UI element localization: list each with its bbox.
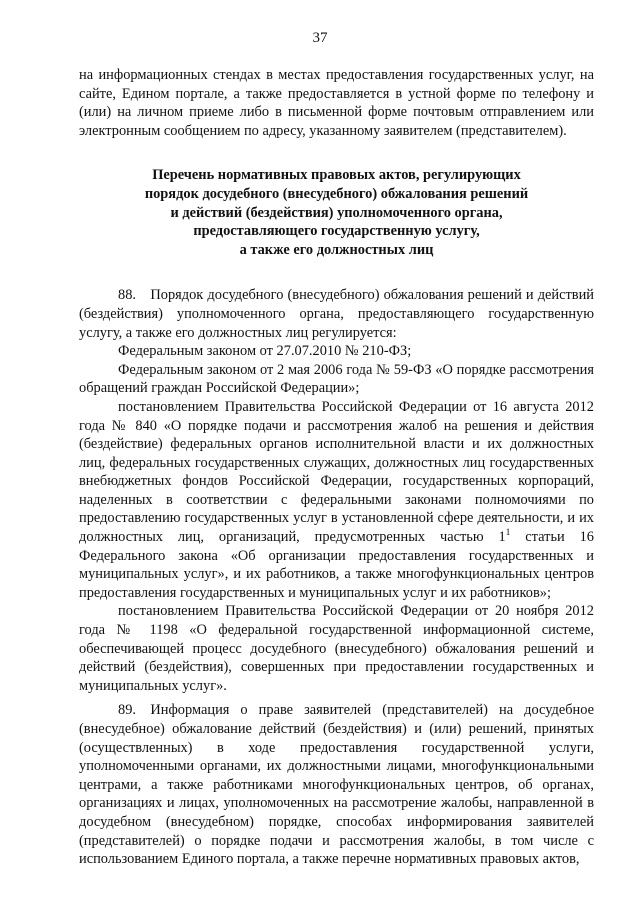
paragraph-89: 89. Информация о праве заявителей (представителей) на досудебное (внесудебное) обжалование действий (бездействия) и (или) решений, принятых (осуществленных) в ходе предоставления государственной услуги, уполномоченными органами, их должностными лицами, многофункциональными центрами, а также работниками многофункциональных центров, об органах, организациях и лицах, уполномоченных на рассмотрение жалобы, направленной в досудебном (внесудебном) порядке, способах информирования заявителей (представителей) о порядке подачи и рассмотрения жалобы, в том числе с использованием Единого портала, а также перечне нормативных правовых актов, (79, 702, 594, 868)
law-59-item: Федеральным законом от 2 мая 2006 года № 59-ФЗ «О порядке рассмотрения обращений граждан Российской Федерации»; (79, 361, 594, 397)
resolution-840-text-cont: статьи 16 Федерального закона «Об организации предоставления государственных и муниципальных услуг», и их работников, а также многофункциональных центров предоставления государственных и муниципальных услуг и их работников»; (79, 529, 594, 601)
resolution-1198-item: постановлением Правительства Российской Федерации от 20 ноября 2012 года № 1198 «О федеральной государственной информационной системе, обеспечивающей процесс досудебного (внесудебного) обжалования решений и действий (бездействия), совершенных при предоставлении государственных и муниципальных услуг». (79, 603, 594, 694)
section-heading (79, 166, 594, 259)
heading-line: и действий (бездействия) уполномоченного органа, (170, 204, 503, 221)
document-body (79, 66, 594, 869)
heading-line: Перечень нормативных правовых актов, регулирующих (152, 167, 521, 184)
superscript-mark: 1 (505, 528, 511, 539)
heading-line: предоставляющего государственную услугу, (193, 223, 480, 240)
paragraph-88: 88. Порядок досудебного (внесудебного) обжалования решений и действий (бездействия) уполномоченного органа, предоставляющего государственную услугу, а также его должностных лиц регулируется: (79, 287, 594, 341)
page-number: 37 (312, 30, 328, 46)
heading-line: порядок досудебного (внесудебного) обжалования решений (144, 185, 529, 202)
heading-line: а также его должностных лиц (239, 241, 434, 258)
resolution-840-item (79, 398, 594, 603)
intro-paragraph: на информационных стендах в местах предоставления государственных услуг, на сайте, Едином портале, а также предоставляется в устной форме по телефону и (или) на личном приеме либо в письменной форме почтовым отправлением или электронным сообщением по адресу, указанному заявителем (представителем). (79, 67, 594, 139)
resolution-840-text: постановлением Правительства Российской Федерации от 16 августа 2012 года № 840 «О порядке подачи и рассмотрения жалоб на решения и действия (бездействие) федеральных органов исполнительной власти и их должностных лиц, федеральных государственных служащих, должностных лиц государственных внебюджетных фондов Российской Федерации, государственных корпораций, наделенных в соответствии с федеральными законами полномочиями по предоставлению государственных услуг в установленной сфере деятельности, и их должностных лиц, организаций, предусмотренных частью 1 (79, 398, 594, 546)
law-210-item: Федеральным законом от 27.07.2010 № 210-ФЗ; (118, 343, 412, 360)
